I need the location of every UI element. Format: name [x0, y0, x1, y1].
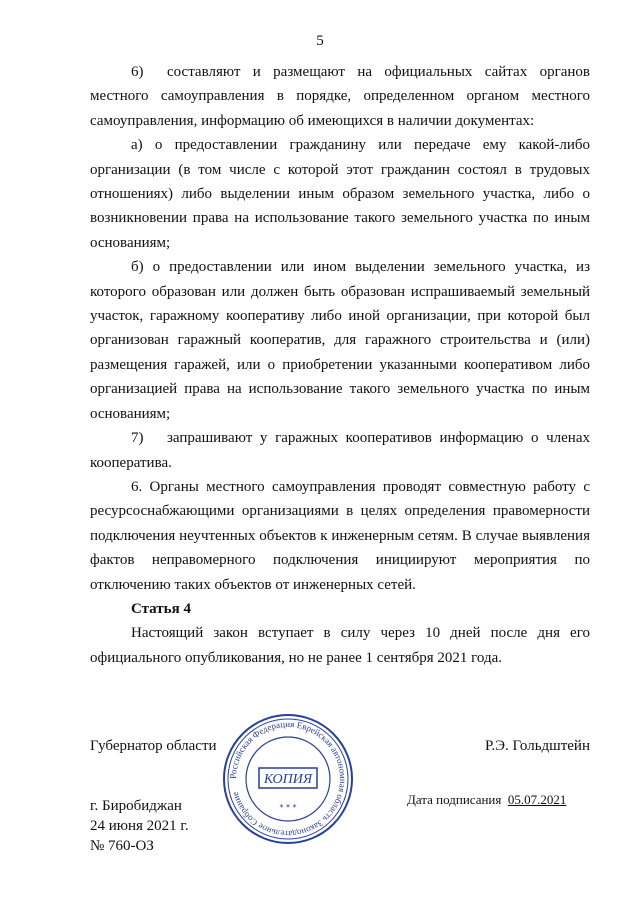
- governor-label: Губернатор области: [90, 738, 217, 754]
- item-7-text: запрашивают у гаражных кооперативов информацию о членах кооператива.: [90, 430, 590, 471]
- law-details: [90, 796, 189, 856]
- page-number: 5: [316, 33, 324, 49]
- sub-item-a: а) о предоставлении гражданину или передаче ему какой-либо организации (в том числе с которой этот гражданин состоял в трудовых отношениях) либо выделении иным образом земельного участка, либо о возникновении права на использование такого земельного участка по иным основаниям;: [90, 137, 590, 251]
- sub-item-b: б) о предоставлении или ином выделении земельного участка, из которого образован или должен быть образован испрашиваемый земельный участок, гаражному кооперативу либо иной организации, при которой был организован гаражный кооператив, для гаражного строительства и (или) размещения гаражей, или о приобретении указанными кооперативом либо организацией права на использование такого земельного участка по иным основаниям;: [90, 259, 590, 422]
- item-7-paragraph: [90, 426, 590, 475]
- signing-date-block: [407, 792, 566, 808]
- item-6-text: составляют и размещают на официальных сайтах органов местного самоуправления в порядке, определенном органом местного самоуправления, информацию об имеющихся в наличии документах:: [90, 64, 590, 129]
- governor-name: Р.Э. Гольдштейн: [484, 738, 590, 754]
- document-body: [90, 60, 590, 670]
- city: г. Биробиджан: [90, 798, 182, 814]
- stamp-center-text: КОПИЯ: [263, 772, 313, 787]
- seal-stamp-icon: [221, 712, 355, 846]
- svg-text:* * *: * * *: [279, 803, 297, 812]
- item-6-paragraph: [90, 60, 590, 133]
- section-6-paragraph: 6. Органы местного самоуправления проводят совместную работу с ресурсоснабжающими организациями в целях определения правомерности подключения неучтенных объектов к инженерным сетям. В случае выявления фактов неправомерного подключения инициируют мероприятия по отключению таких объектов от инженерных сетей.: [90, 478, 590, 593]
- signing-label: Дата подписания: [407, 792, 502, 807]
- stamp-ring-text: Российская Федерация Еврейская автономная область Законодательное Собрание: [227, 718, 349, 840]
- law-number: № 760-ОЗ: [90, 838, 154, 854]
- law-date: 24 июня 2021 г.: [90, 818, 189, 834]
- item-6-label: 6): [131, 64, 144, 80]
- signing-date: 05.07.2021: [507, 792, 567, 807]
- article-text: Настоящий закон вступает в силу через 10 дней после дня его официального опубликования, но не ранее 1 сентября 2021 года.: [90, 625, 590, 666]
- article-heading: Статья 4: [131, 600, 191, 617]
- item-7-label: 7): [131, 430, 144, 447]
